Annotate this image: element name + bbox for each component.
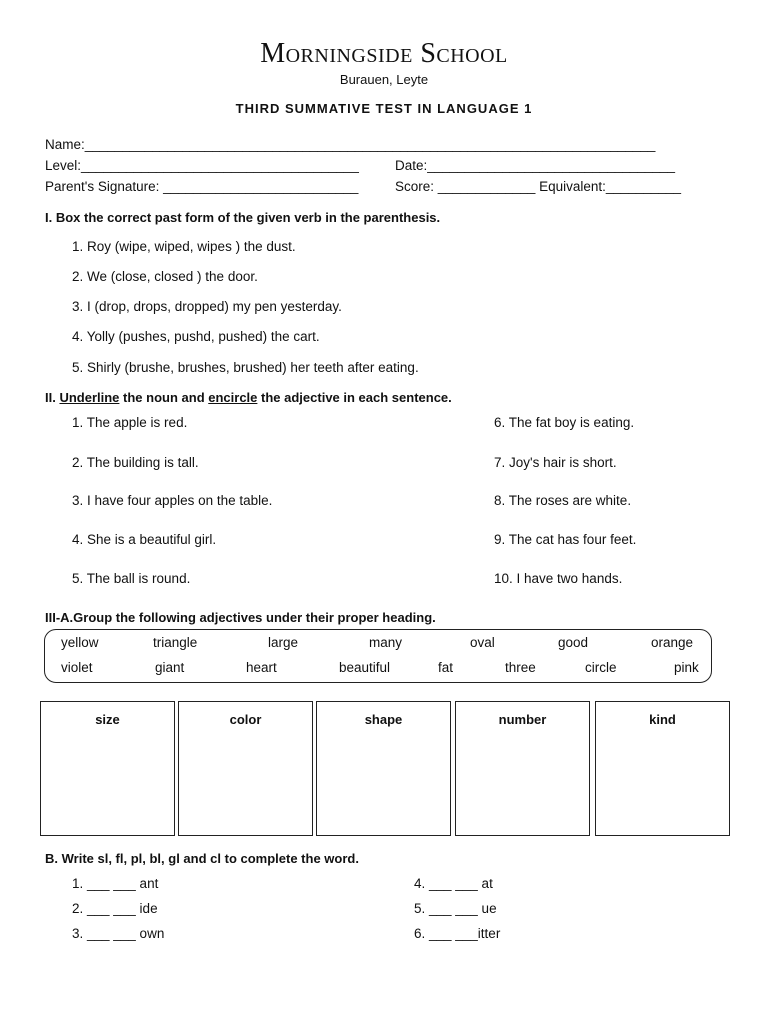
heading-box-number[interactable]	[455, 701, 590, 836]
section1-heading: I. Box the correct past form of the given verb in the parenthesis.	[45, 210, 441, 225]
section2-item-9: 9. The cat has four feet.	[494, 532, 637, 547]
heading-box-size-label: size	[95, 712, 120, 727]
section2-item-2: 2. The building is tall.	[72, 455, 199, 470]
section2-heading	[45, 390, 452, 405]
parent-signature-field[interactable]: Parent's Signature: __________________________	[45, 179, 359, 194]
word-three: three	[505, 660, 536, 675]
heading-box-number-label: number	[498, 712, 547, 727]
section2-item-10: 10. I have two hands.	[494, 571, 623, 586]
section1-item-3: 3. I (drop, drops, dropped) my pen yesterday.	[72, 299, 342, 314]
word-beautiful: beautiful	[339, 660, 391, 675]
section1-item-4: 4. Yolly (pushes, pushd, pushed) the cart.	[72, 329, 320, 344]
section3b-item-6: 6. ___ ___itter	[414, 926, 501, 941]
section2-heading-suffix: the adjective in each sentence.	[257, 390, 452, 405]
heading-box-color[interactable]	[178, 701, 313, 836]
section1-item-1: 1. Roy (wipe, wiped, wipes ) the dust.	[72, 239, 296, 254]
word-oval: oval	[470, 635, 495, 650]
section3b-item-4: 4. ___ ___ at	[414, 876, 493, 891]
level-field[interactable]: Level:_____________________________________	[45, 158, 359, 173]
section2-item-7: 7. Joy's hair is short.	[494, 455, 617, 470]
school-location: Burauen, Leyte	[339, 72, 429, 87]
section2-item-5: 5. The ball is round.	[72, 571, 191, 586]
word-triangle: triangle	[153, 635, 198, 650]
section2-item-4: 4. She is a beautiful girl.	[72, 532, 217, 547]
name-field[interactable]: Name:____________________________________________________________________________	[45, 137, 656, 152]
score-field[interactable]: Score: _____________ Equivalent:__________	[395, 179, 681, 194]
section1-item-2: 2. We (close, closed ) the door.	[72, 269, 258, 284]
heading-box-color-label: color	[229, 712, 262, 727]
heading-box-kind-label: kind	[649, 712, 676, 727]
section2-heading-mid: the noun and	[119, 390, 209, 405]
adjective-word-box	[44, 629, 712, 683]
heading-box-shape-label: shape	[364, 712, 403, 727]
section3b-item-5: 5. ___ ___ ue	[414, 901, 497, 916]
word-violet: violet	[61, 660, 93, 675]
word-large: large	[268, 635, 299, 650]
word-fat: fat	[438, 660, 454, 675]
heading-box-size[interactable]	[40, 701, 175, 836]
word-giant: giant	[155, 660, 185, 675]
word-good: good	[558, 635, 589, 650]
word-heart: heart	[246, 660, 277, 675]
section1-item-5: 5. Shirly (brushe, brushes, brushed) her teeth after eating.	[72, 360, 419, 375]
word-orange: orange	[651, 635, 694, 650]
section2-item-3: 3. I have four apples on the table.	[72, 493, 273, 508]
section2-item-8: 8. The roses are white.	[494, 493, 632, 508]
section3b-item-3: 3. ___ ___ own	[72, 926, 165, 941]
word-circle: circle	[585, 660, 617, 675]
section2-item-1: 1. The apple is red.	[72, 415, 188, 430]
section2-item-6: 6. The fat boy is eating.	[494, 415, 635, 430]
word-yellow: yellow	[61, 635, 99, 650]
section2-heading-underline-word: Underline	[59, 390, 120, 405]
date-field[interactable]: Date:_________________________________	[395, 158, 676, 173]
section2-heading-encircle-word: encircle	[208, 390, 258, 405]
section3b-heading: B. Write sl, fl, pl, bl, gl and cl to complete the word.	[45, 851, 359, 866]
section3b-item-1: 1. ___ ___ ant	[72, 876, 159, 891]
section3a-heading: III-A.Group the following adjectives under their proper heading.	[45, 610, 436, 625]
school-name: Morningside School	[260, 38, 508, 69]
word-pink: pink	[674, 660, 699, 675]
section2-heading-prefix: II.	[45, 390, 60, 405]
section3b-item-2: 2. ___ ___ ide	[72, 901, 158, 916]
test-title: THIRD SUMMATIVE TEST IN LANGUAGE 1	[235, 101, 533, 116]
heading-box-kind[interactable]	[595, 701, 730, 836]
heading-box-shape[interactable]	[316, 701, 451, 836]
word-many: many	[369, 635, 403, 650]
